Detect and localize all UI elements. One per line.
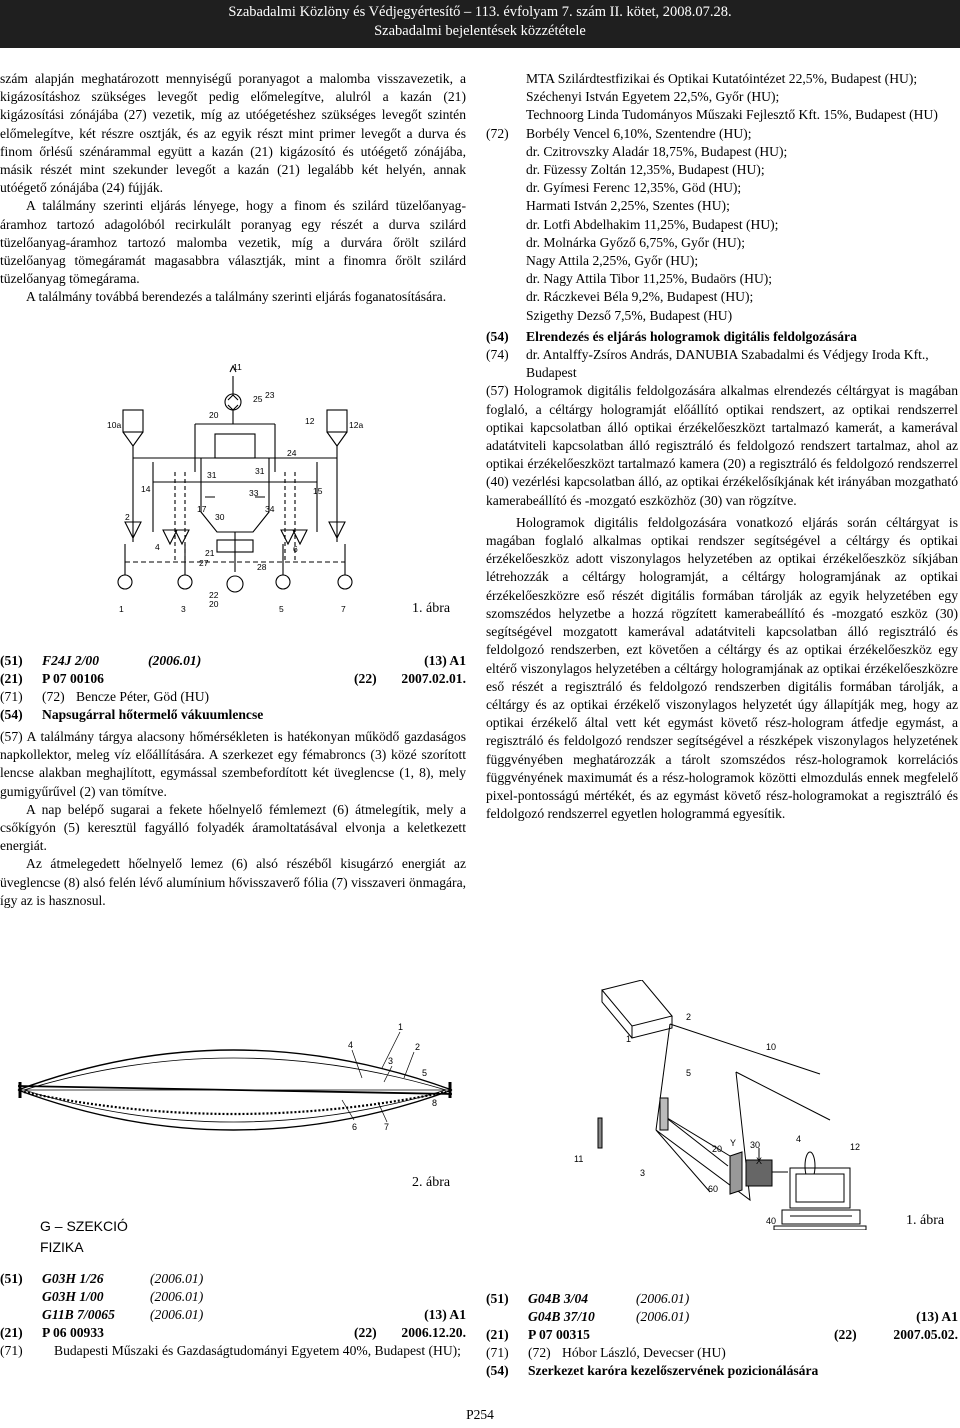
figure-label: 23 — [265, 390, 275, 400]
figure-label: 33 — [249, 488, 259, 498]
ipc-code: G03H 1/00 — [42, 1289, 104, 1304]
figure-label: 21 — [205, 548, 215, 558]
ipc-code: G04B 3/04 — [528, 1291, 589, 1306]
entry-title: Elrendezés és eljárás hologramok digitális feldolgozására — [526, 328, 857, 344]
figure-label: 15 — [313, 486, 323, 496]
figure-label: 5 — [422, 1068, 428, 1078]
kind-code: (13) A1 — [424, 653, 466, 668]
inventor: dr. Ráczkevei Béla 9,2%, Budapest (HU); — [526, 289, 754, 305]
figure-label: 12a — [349, 420, 364, 430]
applicant: Technoorg Linda Tudományos Műszaki Fejlesztő Kft. 15%, Budapest (HU) — [526, 107, 938, 123]
ipc-date: (2006.01) — [150, 1307, 204, 1322]
figure-label: 20 — [209, 599, 219, 609]
figure-label: 30 — [750, 1140, 761, 1150]
figure-label: 6 — [352, 1122, 358, 1132]
page-header — [0, 0, 960, 48]
figure-label: 60 — [708, 1184, 719, 1194]
kind-code: (13) A1 — [916, 1309, 958, 1324]
figure-label: 5 — [279, 604, 284, 614]
application-number: P 06 00933 — [42, 1325, 104, 1340]
application-number: P 07 00315 — [528, 1327, 590, 1342]
right-column: MTA Szilárdtestfizikai és Optikai Kutatóintézet 22,5%, Budapest (HU); Széchenyi István Egyetem 22,5%, Győr (HU); Technoorg Linda Tudományos Műszaki Fejlesztő Kft. 15%, Budapest (HU) (72) Borbély Vencel 6,10%, Szentendre (HU); dr. Czitrovszky Aladár 18,75%, Budapest (HU); dr. Füzessy Zoltán 12,35%, Budapest (HU); dr. Gyímesi Ferenc 12,35%, Göd (HU); Harmati István 2,25%, Szentes (HU); dr. Lotfi Abdelhakim 11,25%, Budapest (HU); dr. Molnárka Győző 6,75%, Győr (HU); Nagy Attila 2,25%, Győr (HU); dr. Nagy Attila Tibor 11,25%, Budaörs (HU); dr. Ráczkevei Béla 9,2%, Budapest (HU); Szigethy Dezső 7,5%, Budapest (HU) (54) Elrendezés és eljárás hologramok digitális feldolgozására (74) dr. Antalffy-Zsíros András, DANUBIA Szabadalmi és Védjegy Iroda Kft., Budapest (57) Hologramok digitális feldolgozására alkalmas elrendezés céltárgyat is magában foglaló, a céltárgy hologramját előállító optikai rendszert, az optikai rendszerrel optikai kapcsolatban álló optikai érzékelőeszközt tartalmazó kamerát, a kamerával adatátviteli kapcsolatban álló regisztráló és feldolgozó rendszert tartalmaz, ahol az optikai érzékelőeszközt tartalmazó kamera (20) a regisztráló és feldolgozó rendszerrel (40) vezérlési kapcsolatban álló, az optikai érzékelősíkjának két irányában mozgatható kamerabeállító és -mozgató eszközhöz (30) van rögzítve. Hologramok digitális feldolgozására vonatkozó eljárás során céltárgyat is magában foglaló alkalmas optikai rendszer segítségével a céltárgy és optikai érzékelőeszköz adott viszonylagos helyzetében az optikai érzékelőeszköz síkjában létrehozzák a céltárgy hologramját, a céltárgy hologramjának az optikai érzékelőeszközre eső részét digitális formában tárolják az egyik helyzetében egy szomszédos helyzetbe a hozzá rögzített kamerabeállító és -mozgató eszköz (30) segítségével mozgatott kamerával adatátviteli kapcsolatban álló regisztráló és feldolgozó rendszerben, ezt követően a céltárgy és az optikai érzékelőeszköz egy eltérő viszonylagos helyzetében a céltárgy hologramjának az optikai érzékelőeszközre eső részét a regisztráló és feldolgozó rendszerben digitális formában tárolják, a céltárgy és az optikai érzékelő viszonylagos helyzetét úgy állapítják meg, hogy az optikai érzékelő által vett két egymást követő rész-hologram átfedje egymást, a regisztráló és feldolgozó rendszer segítségével a részképek viszonylagos helyzetének függvényében meghatározzák a tárolt szomszédos rész-hologramok korrelációs függvényének maximumát és a rész-hologramok közötti elmozdulás ennek megfelelő pixel-pontosságú mértékét, és az egymást követő rész-hologramokat a regisztráló és feldolgozó rendszerrel egyetlen hologrammá egyesítik. — [486, 70, 958, 823]
agent: dr. Antalffy-Zsíros András, DANUBIA Szabadalmi és Védjegy Iroda Kft., Budapest — [526, 347, 929, 381]
inventor: dr. Lotfi Abdelhakim 11,25%, Budapest (HU); — [526, 216, 779, 232]
figure-label: Y — [730, 1138, 737, 1148]
entry-title: Szerkezet karóra kezelőszervének pozicionálására — [528, 1363, 819, 1378]
journal-title: Szabadalmi Közlöny és Védjegyértesítő – 113. évfolyam 7. szám II. kötet, 2008.07.28. — [228, 4, 732, 20]
figure-label: 4 — [348, 1040, 354, 1050]
abstract: (57) Hologramok digitális feldolgozására alkalmas elrendezés céltárgyat is magában foglaló, a céltárgy hologramját előállító optikai rendszert, az optikai rendszerrel optikai kapcsolatban álló optikai érzékelőeszközt tartalmazó kamerát, a kamerával adatátviteli kapcsolatban álló regisztráló és feldolgozó rendszert tartalmaz, ahol az optikai érzékelőeszközt tartalmazó kamera (20) a regisztráló és feldolgozó rendszerrel (40) vezérlési kapcsolatban álló, az optikai érzékelősíkjának két irányában mozgatható kamerabeállító és -mozgató eszközhöz (30) van rögzítve. — [486, 383, 958, 508]
figure-label: 31 — [207, 470, 217, 480]
inventor: dr. Füzessy Zoltán 12,35%, Budapest (HU); — [526, 162, 765, 178]
applicant: Budapesti Műszaki és Gazdaságtudományi Egyetem 40%, Budapest (HU); — [54, 1343, 461, 1358]
inventor: Borbély Vencel 6,10%, Szentendre (HU); — [526, 125, 752, 141]
lens-diagram — [12, 1016, 462, 1164]
figure-label: 2 — [125, 512, 130, 522]
inventor: dr. Nagy Attila Tibor 11,25%, Budaörs (HU); — [526, 271, 773, 287]
figure-label: 31 — [255, 466, 265, 476]
figure-label: 1 — [119, 604, 124, 614]
patent-entry-karora: (51) G04B 3/04 (2006.01) G04B 37/10 (2006.01) (13) A1 (21) P 07 00315 (22) 2007.05.02. (71) (72) Hóbor László, Devecser (HU) (54) Szerkezet karóra kezelőszervének pozicionálására — [486, 1290, 958, 1380]
paragraph: A találmány továbbá berendezés a találmány szerinti eljárás foganatosítására. — [26, 289, 447, 305]
figure-label: 2 — [415, 1042, 421, 1052]
figure-label: 25 — [253, 394, 263, 404]
figure-label: 1 — [398, 1022, 404, 1032]
inventor: dr. Czitrovszky Aladár 18,75%, Budapest (HU); — [526, 143, 788, 159]
figure-label: 12 — [850, 1142, 861, 1152]
kind-code: (13) A1 — [424, 1307, 466, 1322]
figure-caption: 1. ábra — [906, 1213, 945, 1228]
patent-entry-napkollektor: (51) F24J 2/00 (2006.01) (13) A1 (21) P 07 00106 (22) 2007.02.01. (71) (72) Bencze Péter, Göd (HU) (54) Napsugárral hőtermelő vákuumlencse (57) A találmány tárgya alacsony hőmérsékleten is hatékonyan működő gazdaságos napkollektor, meleg víz előállítására. A szerkezet egy fémabroncs (3) közé szorított lencse alakban meghajlított, egymással szembefordított két üveglencse (1, 8), mely gumigyűrűvel (2) van tömítve. A nap belépő sugarai a fekete hőelnyelő fémlemezt (6) átmelegítik, mely a csőkígyón (5) keresztül fagyálló folyadék áramoltatásával elvonja a keletkezett energiát. Az átmelegedett hőelnyelő lemez (6) alsó részéből kisugárzó energiát az üveglencse (8) alsó felén lévő alumínium hővisszaverő fólia (7) visszaveri önmagára, így az is hasznosul. — [0, 652, 466, 910]
ipc-code: G04B 37/10 — [528, 1309, 595, 1324]
ipc-date: (2006.01) — [148, 653, 202, 668]
figure-label: 4 — [796, 1134, 802, 1144]
ipc-date: (2006.01) — [636, 1291, 690, 1306]
paragraph: Hologramok digitális feldolgozására vonatkozó eljárás során céltárgyat is magában foglaló alkalmas optikai rendszer segítségével a céltárgy és optikai érzékelőeszköz adott viszonylagos helyzetében az optikai érzékelőeszköz síkjában létrehozzák a céltárgy hologramját, a céltárgy hologramjának az optikai érzékelőeszközre eső részét digitális formában tárolják az egyik helyzetében egy szomszédos helyzetbe a hozzá rögzített kamerabeállító és -mozgató eszköz (30) segítségével mozgatott kamerával adatátviteli kapcsolatban álló regisztráló és feldolgozó rendszerben, ezt követően a céltárgy és az optikai érzékelőeszköz egy eltérő viszonylagos helyzetében a céltárgy hologramjának az optikai érzékelőeszközre eső részét a regisztráló és feldolgozó rendszerben digitális formában tárolják, a céltárgy és az optikai érzékelő viszonylagos helyzetét úgy állapítják meg, hogy az optikai érzékelő által vett két egymást követő rész-hologram átfedje egymást, a regisztráló és feldolgozó rendszer segítségével a részképek viszonylagos helyzetének függvényében meghatározzák a tárolt szomszédos rész-hologramok korrelációs függvényének maximumát és a rész-hologramok közötti elmozdulás ennek megfelelő pixel-pontosságú mértékét, és az egymást követő rész-hologramokat a regisztráló és feldolgozó rendszerrel egyetlen hologrammá egyesítik. — [486, 514, 958, 822]
ipc-date: (2006.01) — [150, 1271, 204, 1286]
ipc-date: (2006.01) — [150, 1289, 204, 1304]
figure-label: 20 — [712, 1144, 723, 1154]
paragraph: A találmány szerinti eljárás lényege, hogy a finom és szilárd tüzelőanyag-áramhoz tartozó adagolóból recirkulált poranyag egy részét a durva szilárd tüzelőanyag-áramhoz tartozó malomba vezetik, míg a durvára őrölt szilárd tüzelőanyag tömegáramát magasabbra választják, mint a finomra őrölt szilárd tüzelőanyag tömegárama. — [0, 198, 466, 287]
entry-title: Napsugárral hőtermelő vákuumlencse — [42, 707, 264, 722]
applicant: Széchenyi István Egyetem 22,5%, Győr (HU); — [526, 89, 780, 105]
figure-label: 6 — [293, 544, 298, 554]
filing-date: 2007.05.02. — [893, 1327, 958, 1342]
filing-date: 2007.02.01. — [401, 671, 466, 686]
left-column — [0, 70, 466, 307]
figure-label: 14 — [141, 484, 151, 494]
figure-label: 20 — [209, 410, 219, 420]
figure-caption: 1. ábra — [412, 601, 451, 616]
figure-label: 3 — [181, 604, 186, 614]
inventor: dr. Molnárka Győző 6,75%, Győr (HU); — [526, 234, 745, 250]
inventor: Hóbor László, Devecser (HU) — [562, 1345, 726, 1360]
inventor: Harmati István 2,25%, Szentes (HU); — [526, 198, 730, 214]
holography-setup-diagram — [560, 980, 890, 1230]
figure-label: 5 — [686, 1068, 692, 1078]
applicant: MTA Szilárdtestfizikai és Optikai Kutatóintézet 22,5%, Budapest (HU); — [526, 71, 918, 86]
figure-label: 12 — [305, 416, 315, 426]
figure-label: 34 — [265, 504, 275, 514]
paragraph: A nap belépő sugarai a fekete hőelnyelő fémlemezt (6) átmelegítik, mely a csőkígyón (5) keresztül fagyálló folyadék áramoltatásával elvonja a keletkezett energiát. — [0, 801, 466, 854]
paragraph: szám alapján meghatározott mennyiségű poranyagot a malomba visszavezetik, a kigázosításhoz szükséges levegőt pedig előmelegítve, alulról a kazán (21) kigázosítási zónájába (27) vezetik, míg az utóégetéshez szükséges levegőt szintén előmelegítve, két részre osztják, és az egyik részt mint primer levegőt a durva és finom őrlésű szénárammal együtt a kazán (21) kigázosító és utóégető zónájába, másik részét mint szekunder levegőt a kazán (21) legalább két helyén, annak utóégető zónájába (24) fújják. — [0, 71, 466, 196]
figure-label: 28 — [257, 562, 267, 572]
figure-label: 24 — [287, 448, 297, 458]
inventor: Nagy Attila 2,25%, Győr (HU); — [526, 253, 699, 269]
figure-label: 1 — [626, 1034, 632, 1044]
figure-label: 2 — [686, 1012, 692, 1022]
boiler-diagram — [105, 362, 375, 620]
figure-label: 30 — [215, 512, 225, 522]
section-title: Szabadalmi bejelentések közzététele — [374, 23, 586, 39]
figure-label: 3 — [388, 1056, 394, 1066]
figure-label: 10 — [766, 1042, 777, 1052]
figure-label: 27 — [199, 558, 209, 568]
figure-label: 3 — [640, 1168, 646, 1178]
patent-entry-hologram: (51) G03H 1/26 (2006.01) G03H 1/00 (2006.01) G11B 7/0065 (2006.01) (13) A1 (21) P 06 00933 (22) 2006.12.20. (71) Budapesti Műszaki és Gazdaságtudományi Egyetem 40%, Budapest (HU); — [0, 1271, 466, 1358]
ipc-code: F24J 2/00 — [42, 653, 100, 668]
ipc-code: G11B 7/0065 — [42, 1307, 115, 1322]
filing-date: 2006.12.20. — [401, 1325, 466, 1340]
ipc-code: G03H 1/26 — [42, 1271, 104, 1286]
figure-label: 8 — [432, 1098, 438, 1108]
figure-caption: 2. ábra — [412, 1175, 451, 1190]
paragraph: Az átmelegedett hőelnyelő lemez (6) alsó részéből kisugárzó energiát az üveglencse (8) alsó felén lévő alumínium hővisszaverő fólia (7) visszaveri önmagára, így az is hasznosul. — [0, 856, 466, 908]
section-heading: G – SZEKCIÓ FIZIKA — [40, 1218, 128, 1255]
figure-label: 17 — [197, 504, 207, 514]
figure-label: 4 — [155, 542, 160, 552]
figure-label: 11 — [233, 362, 242, 372]
figure-label: X — [756, 1156, 763, 1166]
inventor: dr. Gyímesi Ferenc 12,35%, Göd (HU); — [526, 180, 742, 196]
abstract: (57) A találmány tárgya alacsony hőmérsékleten is hatékonyan működő gazdaságos napkollektor, meleg víz előállítására. A szerkezet egy fémabroncs (3) közé szorított lencse alakban meghajlított, egymással szembefordított két üveglencse (1, 8), mely gumigyűrűvel (2) van tömítve. — [0, 729, 466, 799]
figure-label: 10a — [107, 420, 122, 430]
figure-label: 40 — [766, 1216, 777, 1226]
figure-label: 7 — [384, 1122, 390, 1132]
inventor: Bencze Péter, Göd (HU) — [76, 689, 210, 704]
figure-label: 11 — [574, 1154, 584, 1164]
figure-label: 22 — [209, 590, 219, 600]
page-number: P254 — [466, 1407, 494, 1422]
figure-label: 7 — [341, 604, 346, 614]
ipc-date: (2006.01) — [636, 1309, 690, 1324]
inventor: Szigethy Dezső 7,5%, Budapest (HU) — [526, 307, 733, 323]
application-number: P 07 00106 — [42, 671, 104, 686]
